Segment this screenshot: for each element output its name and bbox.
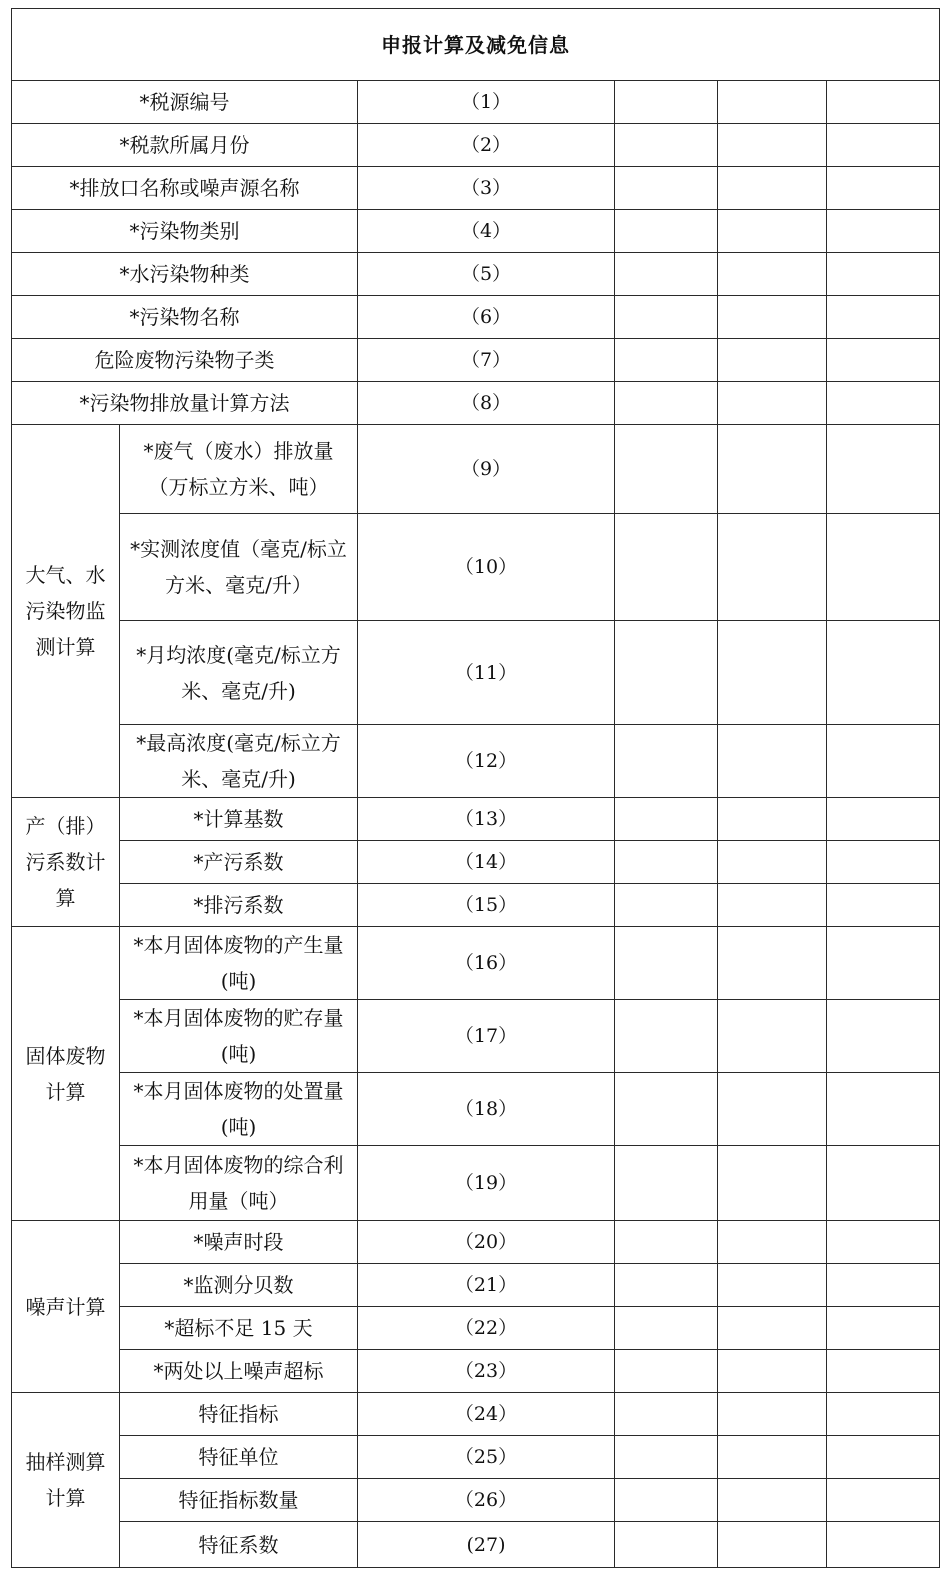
declaration-form-table [11, 8, 940, 1568]
input-cell[interactable] [615, 514, 718, 621]
input-cell[interactable] [615, 425, 718, 514]
table-row [12, 841, 940, 884]
input-cell[interactable] [615, 725, 718, 798]
input-cell[interactable] [827, 1350, 940, 1393]
row-number: （24） [358, 1393, 615, 1436]
table-row [12, 296, 940, 339]
table-row [12, 884, 940, 927]
table-row [12, 1436, 940, 1479]
input-cell[interactable] [827, 210, 940, 253]
input-cell[interactable] [718, 425, 827, 514]
input-cell[interactable] [718, 167, 827, 210]
input-cell[interactable] [615, 798, 718, 841]
input-cell[interactable] [718, 296, 827, 339]
table-row [12, 927, 940, 1000]
input-cell[interactable] [827, 1221, 940, 1264]
input-cell[interactable] [827, 253, 940, 296]
input-cell[interactable] [718, 514, 827, 621]
row-number: （18） [358, 1073, 615, 1146]
group-label-noise: 噪声计算 [12, 1221, 120, 1393]
group-label-sampling: 抽样测算计算 [12, 1393, 120, 1568]
group-label-air-water: 大气、水污染物监测计算 [12, 425, 120, 798]
row-number: （25） [358, 1436, 615, 1479]
row-label: *监测分贝数 [120, 1264, 358, 1307]
table-row [12, 514, 940, 621]
table-row [12, 253, 940, 296]
row-label: *计算基数 [120, 798, 358, 841]
input-cell[interactable] [827, 296, 940, 339]
input-cell[interactable] [718, 725, 827, 798]
row-number: （9） [358, 425, 615, 514]
input-cell[interactable] [615, 81, 718, 124]
row-number: （4） [358, 210, 615, 253]
row-label: 特征系数 [120, 1522, 358, 1568]
input-cell[interactable] [615, 382, 718, 425]
input-cell[interactable] [827, 1522, 940, 1568]
input-cell[interactable] [827, 725, 940, 798]
table-row [12, 1522, 940, 1568]
table-row [12, 339, 940, 382]
table-row [12, 1073, 940, 1146]
input-cell[interactable] [827, 382, 940, 425]
input-cell[interactable] [718, 927, 827, 1000]
row-label: *污染物排放量计算方法 [12, 382, 358, 425]
input-cell[interactable] [718, 1000, 827, 1073]
row-number: （8） [358, 382, 615, 425]
input-cell[interactable] [615, 927, 718, 1000]
row-label: *超标不足 15 天 [120, 1307, 358, 1350]
row-number: （23） [358, 1350, 615, 1393]
row-label: *产污系数 [120, 841, 358, 884]
input-cell[interactable] [615, 1307, 718, 1350]
row-number: （10） [358, 514, 615, 621]
input-cell[interactable] [615, 884, 718, 927]
input-cell[interactable] [615, 1000, 718, 1073]
input-cell[interactable] [827, 124, 940, 167]
input-cell[interactable] [718, 1479, 827, 1522]
row-number: （7） [358, 339, 615, 382]
row-label: 危险废物污染物子类 [12, 339, 358, 382]
input-cell[interactable] [827, 425, 940, 514]
row-label: *本月固体废物的处置量(吨) [120, 1073, 358, 1146]
input-cell[interactable] [718, 1350, 827, 1393]
input-cell[interactable] [827, 514, 940, 621]
row-number: （5） [358, 253, 615, 296]
group-label-coefficient: 产（排）污系数计算 [12, 798, 120, 927]
row-label: *税源编号 [12, 81, 358, 124]
table-row [12, 621, 940, 725]
row-number: （2） [358, 124, 615, 167]
row-number: （3） [358, 167, 615, 210]
input-cell[interactable] [827, 1146, 940, 1221]
table-row [12, 1000, 940, 1073]
input-cell[interactable] [615, 339, 718, 382]
input-cell[interactable] [827, 1000, 940, 1073]
input-cell[interactable] [615, 296, 718, 339]
input-cell[interactable] [827, 1393, 940, 1436]
input-cell[interactable] [718, 1436, 827, 1479]
table-row [12, 1221, 940, 1264]
input-cell[interactable] [718, 621, 827, 725]
input-cell[interactable] [615, 124, 718, 167]
row-label: *实测浓度值（毫克/标立方米、毫克/升） [120, 514, 358, 621]
input-cell[interactable] [615, 1264, 718, 1307]
row-number: （16） [358, 927, 615, 1000]
row-number: （13） [358, 798, 615, 841]
table-row [12, 210, 940, 253]
input-cell[interactable] [718, 798, 827, 841]
input-cell[interactable] [718, 1393, 827, 1436]
input-cell[interactable] [827, 167, 940, 210]
row-label: *两处以上噪声超标 [120, 1350, 358, 1393]
table-row [12, 425, 940, 514]
input-cell[interactable] [615, 1479, 718, 1522]
table-row [12, 1307, 940, 1350]
table-row [12, 1264, 940, 1307]
row-label: *排污系数 [120, 884, 358, 927]
row-number: （22） [358, 1307, 615, 1350]
input-cell[interactable] [718, 339, 827, 382]
row-label: *水污染物种类 [12, 253, 358, 296]
input-cell[interactable] [718, 1264, 827, 1307]
table-row [12, 167, 940, 210]
input-cell[interactable] [615, 1522, 718, 1568]
row-number: （11） [358, 621, 615, 725]
input-cell[interactable] [827, 621, 940, 725]
input-cell[interactable] [827, 927, 940, 1000]
form-title: 申报计算及减免信息 [12, 9, 940, 81]
row-label: *噪声时段 [120, 1221, 358, 1264]
row-number: （12） [358, 725, 615, 798]
table-row [12, 1393, 940, 1436]
row-label: *本月固体废物的贮存量(吨) [120, 1000, 358, 1073]
input-cell[interactable] [827, 841, 940, 884]
table-row [12, 1146, 940, 1221]
row-label: *废气（废水）排放量（万标立方米、吨） [120, 425, 358, 514]
row-number: （15） [358, 884, 615, 927]
input-cell[interactable] [615, 1393, 718, 1436]
input-cell[interactable] [615, 1146, 718, 1221]
input-cell[interactable] [718, 1307, 827, 1350]
table-row [12, 725, 940, 798]
input-cell[interactable] [718, 81, 827, 124]
input-cell[interactable] [827, 81, 940, 124]
input-cell[interactable] [615, 621, 718, 725]
input-cell[interactable] [827, 1073, 940, 1146]
row-label: *本月固体废物的产生量(吨) [120, 927, 358, 1000]
input-cell[interactable] [718, 253, 827, 296]
table-row [12, 798, 940, 841]
row-label: *本月固体废物的综合利用量（吨） [120, 1146, 358, 1221]
input-cell[interactable] [718, 884, 827, 927]
input-cell[interactable] [718, 1073, 827, 1146]
row-number: （1） [358, 81, 615, 124]
input-cell[interactable] [827, 1479, 940, 1522]
table-row [12, 124, 940, 167]
row-label: *排放口名称或噪声源名称 [12, 167, 358, 210]
row-label: *最高浓度(毫克/标立方米、毫克/升) [120, 725, 358, 798]
row-label: *污染物名称 [12, 296, 358, 339]
input-cell[interactable] [615, 1073, 718, 1146]
table-row [12, 382, 940, 425]
input-cell[interactable] [827, 798, 940, 841]
row-number: （19） [358, 1146, 615, 1221]
row-number: (27) [358, 1522, 615, 1568]
input-cell[interactable] [615, 1221, 718, 1264]
row-number: （26） [358, 1479, 615, 1522]
input-cell[interactable] [615, 210, 718, 253]
group-label-solid-waste: 固体废物计算 [12, 927, 120, 1221]
row-label: 特征指标数量 [120, 1479, 358, 1522]
input-cell[interactable] [827, 1264, 940, 1307]
input-cell[interactable] [718, 1221, 827, 1264]
row-label: 特征单位 [120, 1436, 358, 1479]
input-cell[interactable] [615, 167, 718, 210]
input-cell[interactable] [827, 884, 940, 927]
table-row [12, 1479, 940, 1522]
row-number: （6） [358, 296, 615, 339]
row-label: *月均浓度(毫克/标立方米、毫克/升) [120, 621, 358, 725]
input-cell[interactable] [718, 1146, 827, 1221]
input-cell[interactable] [718, 841, 827, 884]
title-row [12, 9, 940, 81]
table-row [12, 81, 940, 124]
row-number: （14） [358, 841, 615, 884]
input-cell[interactable] [718, 1522, 827, 1568]
input-cell[interactable] [827, 339, 940, 382]
input-cell[interactable] [615, 841, 718, 884]
input-cell[interactable] [718, 382, 827, 425]
input-cell[interactable] [827, 1436, 940, 1479]
row-label: 特征指标 [120, 1393, 358, 1436]
row-number: （17） [358, 1000, 615, 1073]
input-cell[interactable] [615, 253, 718, 296]
input-cell[interactable] [718, 124, 827, 167]
row-label: *税款所属月份 [12, 124, 358, 167]
row-label: *污染物类别 [12, 210, 358, 253]
input-cell[interactable] [615, 1350, 718, 1393]
input-cell[interactable] [718, 210, 827, 253]
table-row [12, 1350, 940, 1393]
input-cell[interactable] [615, 1436, 718, 1479]
row-number: （21） [358, 1264, 615, 1307]
row-number: （20） [358, 1221, 615, 1264]
input-cell[interactable] [827, 1307, 940, 1350]
